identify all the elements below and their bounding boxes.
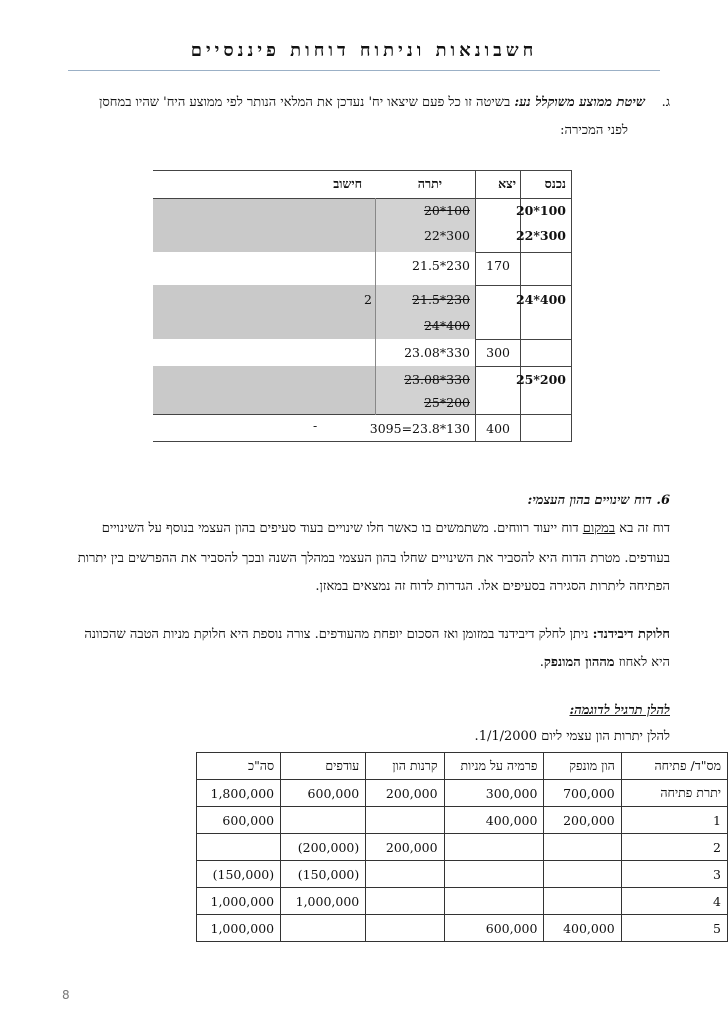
dividend-line2 [60,648,670,678]
table-row [197,780,728,807]
page-header-title: חשבונאות וניתוח דוחות פיננסיים [190,40,538,61]
table-bottom-border [153,441,572,442]
balance-cell: 100*20 [423,203,470,218]
in-cell: 300*22 [515,228,566,243]
stray-mark: - [313,418,318,433]
row-border [475,366,572,367]
table-row [197,888,728,915]
header-bottom-border [153,198,572,199]
row-border [475,339,572,340]
row-border [475,252,572,253]
table-cell: 1,800,000 [197,780,281,807]
shade-band-2 [153,285,375,339]
balance-cell: 300*22 [423,228,470,243]
table-cell: 700,000 [544,780,621,807]
shade-band-1 [153,198,375,252]
table-cell: 1,000,000 [281,888,366,915]
in-cell: 100*20 [515,203,566,218]
equity-table [196,752,728,942]
header-out: יצא [498,176,516,191]
header-cell: סה"כ [197,753,281,780]
in-cell: 200*25 [515,372,566,387]
header-calc: חישוב [333,176,362,191]
intro-bold-lead: שיטת ממוצע משוקלל נע: [514,95,646,110]
out-cell: 170 [486,258,510,273]
col-divider [475,170,476,442]
dividend-bold-term: מההון המונפק [543,655,615,670]
table-cell [366,807,444,834]
table-cell: 300,000 [444,780,544,807]
intro-bullet: ג. [661,95,670,110]
section6-text-a: דוח זה בא [619,521,670,536]
intro-paragraph-line1 [60,88,670,118]
table-cell [444,861,544,888]
table-cell: 200,000 [544,807,621,834]
table-cell: 5 [621,915,727,942]
table-row [197,834,728,861]
balance-cell: 130*23.8=3095 [369,421,470,436]
header-in: נכנס [544,176,566,191]
example-subtitle: להלן יתרות הון עצמי ליום 1/1/2000. [474,729,670,744]
section6-underlined: במקום [582,521,616,536]
table-cell [544,861,621,888]
header-cell: הון מונפק [544,753,621,780]
table-cell: 600,000 [281,780,366,807]
intro-paragraph-line2: לפני המכירה: [560,123,628,138]
out-cell: 400 [486,421,510,436]
table-cell: 1,000,000 [197,888,281,915]
dividend-text: ניתן לחלק דיבידנד במזומן ואז הסכום יופחת מהעודפים. צורה נוספת היא חלוקת מניות הטבה שהכוונה [84,627,589,642]
table-cell: 600,000 [197,807,281,834]
header-balance: יתרה [417,176,442,191]
balance-cell: 330*23.08 [404,345,470,360]
stray-mark: 2 [364,292,372,307]
balance-cell: 200*25 [423,395,470,410]
row-border [153,414,572,415]
table-cell: 4 [621,888,727,915]
table-cell: יתרת פתיחה [621,780,727,807]
table-cell: 3 [621,861,727,888]
table-cell [197,834,281,861]
in-cell: 400*24 [515,292,566,307]
section6-line1 [60,514,670,544]
table-right-border [571,170,572,442]
table-top-border [153,170,572,171]
table-header-row [197,753,728,780]
section6-text-b: דוח ייעוד רווחים. משתמשים בו כאשר חלו שינויים בעוד סעיפים בהון העצמי בנוסף על השינויים [101,521,579,536]
table-cell [544,834,621,861]
section6-line2: בעודפים. מטרת הדוח היא להסביר את השינויים שחלו בהון העצמי במהלך השנה ובכך להסביר את ההפרשים בין יתרות [77,551,670,566]
table-cell [444,888,544,915]
dividend-text-a: היא לאחוז [618,655,670,670]
table-cell [281,915,366,942]
section6-heading: 6. דוח שינויים בהון העצמי: [527,493,670,508]
table-row [197,915,728,942]
example-heading: להלן תרגיל לדוגמה: [569,703,670,718]
section6-line3: הפתיחה ליתרות הסגירה בסעיפים אלו. הגדרות לדוח זה נמצאים במאזן. [315,579,670,594]
dividend-bold-lead: חלוקת דיבידנד: [592,627,670,642]
table-cell: 600,000 [444,915,544,942]
out-cell: 300 [486,345,510,360]
table-cell: 1,000,000 [197,915,281,942]
header-divider [68,70,660,71]
table-cell: 2 [621,834,727,861]
header-cell: עודפים [281,753,366,780]
row-border [475,285,572,286]
table-cell [366,915,444,942]
table-row [197,807,728,834]
intro-text: בשיטה זו כל פעם שיצאו יח' נעדכן את המלאי הנותר לפי ממוצע היח' שהיו במחסן [99,95,511,110]
table-cell [366,861,444,888]
table-cell [281,807,366,834]
table-cell: (150,000) [281,861,366,888]
header-cell: קרנות הון [366,753,444,780]
table-cell [366,888,444,915]
col-divider-calc [375,198,376,415]
table-cell: 200,000 [366,834,444,861]
table-cell: 400,000 [544,915,621,942]
balance-cell: 230*21.5 [412,292,470,307]
table-cell [444,834,544,861]
page-number: 8 [62,988,70,1002]
header-cell: פרמיה על מניות [444,753,544,780]
dividend-line1 [60,620,670,650]
table-row [197,861,728,888]
table-cell: (200,000) [281,834,366,861]
balance-cell: 230*21.5 [412,258,470,273]
table-cell: 1 [621,807,727,834]
moving-average-table [153,170,572,442]
balance-cell: 330*23.08 [404,372,470,387]
shade-band-3 [153,366,375,414]
balance-cell: 400*24 [423,318,470,333]
table-cell: 400,000 [444,807,544,834]
dividend-period: . [539,655,544,670]
table-cell [544,888,621,915]
header-cell: מס"ד/ פתיחה [621,753,727,780]
table-cell: (150,000) [197,861,281,888]
table-cell: 200,000 [366,780,444,807]
